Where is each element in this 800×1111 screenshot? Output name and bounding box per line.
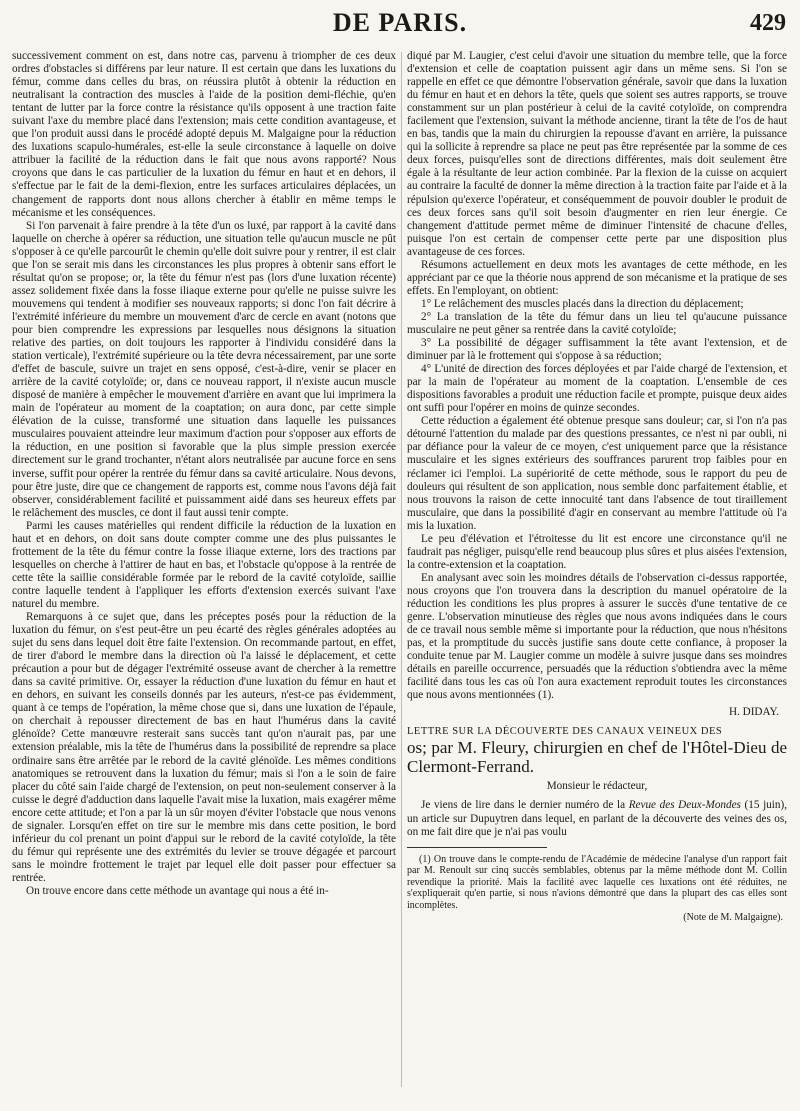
letter-heading-title: os; par M. Fleury, chirurgien en chef de l'Hôtel-Dieu de Clermont-Ferrand. [407, 738, 787, 777]
running-title: DE PARIS. [332, 8, 468, 37]
paragraph: successivement comment on est, dans notre cas, parvenu à triompher de ces deux ordres d'obstacles si différens par leur nature. Il est certain que dans les luxations du fémur, comme dans celles du bras, on réussira plutôt à obtenir la réduction en neutralisant la contraction des muscles à l'aide de la position demi-fléchie, qu'en tentant de lutter par la force contre la résistance qu'ils opposent à une traction faite suivant l'axe du membre placé dans l'extension; mais cette condition avantageuse, et que l'on produit aussi dans le procédé adopté depuis M. Malgaigne pour la réduction des luxations scapulo-humérales, est-elle la seule circonstance à laquelle on doive attribuer la facilité de la réduction dans le fait que nous avons rapporté? Nous croyons que dans le cas particulier de la luxation du fémur en haut et en dehors, il s'effectue par le fait de la demi-flexion, entre les surfaces articulaires déplacées, un changement de rapports dont nous allons chercher à établir en même temps le mécanisme et les conséquences. [12, 50, 396, 219]
salutation: Monsieur le rédacteur, [546, 780, 648, 793]
list-item: 2° La translation de la tête du fémur dans un lieu tel qu'aucune puissance musculaire ne peut gêner sa rentrée dans la cavité cotyloïde; [407, 310, 787, 336]
paragraph: Parmi les causes matérielles qui rendent difficile la réduction de la luxation en haut et en dehors, on doit sans doute compter comme une des plus puissantes le frottement de la tête du fémur contre la fosse iliaque externe, lors des tractions par lesquelles on cherche à l'attirer de haut en bas, et l'obstacle qu'oppose à la rentrée de cette tête la saillie considérable formée par le rebord de la cavité cotyloïde, saillie contre laquelle tendent à l'appliquer les efforts d'extension exercés suivant l'axe naturel du membre. [12, 519, 396, 610]
footnote [407, 854, 787, 924]
letter-text: Je viens de lire dans le dernier numéro de la [421, 799, 629, 812]
list-item: 1° Le relâchement des muscles placés dans la direction du déplacement; [421, 297, 744, 310]
paragraph: Remarquons à ce sujet que, dans les préceptes posés pour la réduction de la luxation du fémur, on s'est peut-être un peu écarté des règles générales adoptées au sujet du sens dans lequel doit être faite l'extension. On recommande partout, en effet, de tirer d'abord le membre dans la direction où l'a laissé le déplacement, et cette précaution a pour but de dégager l'extrémité osseuse avant de chercher à la remettre dans sa cavité primitive. Or, essayer la réduction d'une luxation du fémur en haut et en dehors, en suivant les conseils donnés par les auteurs, n'est-ce pas évidemment, quant à ce temps de l'opération, la même chose que si, dans une luxation de l'épaule, on cherchait à repousser directement de bas en haut l'humérus dans la cavité glénoïde? Cette manœuvre resterait sans succès tant qu'on n'aurait pas, par une extension préalable, mis la tête de l'humérus dans la possibilité de reprendre sa place ordinaire sans être arrêtée par le rebord de la cavité glénoïde. Les mêmes conditions anatomiques se retrouvent dans la luxation du fémur; mais si l'on a le soin de faire placer du côté sain l'aide chargé de l'extension, on peut non-seulement conserver à la cuisse le degré d'adduction dans laquelle l'avait mise la luxation, mais exagérer même encore cette attitude; et l'on a par là un sûr moyen d'éviter l'obstacle que nous venons de signaler. Lorsqu'en effet on tire sur le membre mis dans cette position, le bord inférieur du col prenant un point d'appui sur le rebord de la cavité cotyloïde, la tête du fémur qui représente une des extrémités du levier se trouve dégagée et parcourt sans le moindre frottement le trajet par lequel elle doit passer pour effectuer sa rentrée. [12, 611, 396, 884]
author-signature: H. DIDAY. [728, 706, 779, 719]
column-divider [401, 52, 402, 1087]
letter-heading-line: LETTRE SUR LA DÉCOUVERTE DES CANAUX VEINEUX DES [407, 726, 723, 738]
list-item: 3° La possibilité de dégager suffisamment la tête avant l'extension, et de diminuer par là le frottement qui s'oppose à sa réduction; [407, 337, 787, 363]
letter-text: (15 juin), un article sur Dupuytren dans lequel, en parlant de la découverte des veines des os, on me fait dire que je n'ai pas voulu [407, 799, 788, 838]
paragraph: Cette réduction a également été obtenue presque sans douleur; car, si l'on n'a pas détourné l'attention du malade par des questions pressantes, ce n'est ni par oubli, ni par défiance pour la valeur de ce moyen, c'est uniquement parce que la résistance musculaire et les signes extérieurs des souffrances parurent trop faibles pour en réclamer ici l'emploi. La supériorité de cette méthode, sous le rapport du peu de douleurs qui résultent de son application, nous semble donc parfaitement établie, et nous trouvons la raison de cette innocuité tant dans l'absence de tout tiraillement musculaire, que dans la possibilité d'agir en conservant au membre l'attitude où l'a mis la luxation. [407, 415, 787, 532]
page-header [0, 8, 800, 44]
page-number: 429 [750, 10, 786, 36]
left-column [12, 50, 396, 898]
paragraph: Résumons actuellement en deux mots les avantages de cette méthode, en les appréciant par ce que la théorie nous apprend de son mécanisme et la pratique de ses effets. En l'employant, on obtient: [407, 258, 787, 297]
footnote-signature: (Note de M. Malgaigne). [683, 911, 783, 923]
list-item: 4° L'unité de direction des forces déployées et par l'aide chargé de l'extension, et par la main de l'opérateur au moment de la coaptation. L'ensemble de ces dispositions favorables a produit une réduction facile et prompte, puisque deux aides ont suffi pour l'opérer en moins de quinze secondes. [407, 363, 787, 415]
paragraph: diqué par M. Laugier, c'est celui d'avoir une situation du membre telle, que la force d'extension et celle de coaptation puissent agir dans un même sens. Si l'on se rappelle en effet ce que démontre l'observation générale, savoir que dans la luxation du fémur en haut et en dehors la tête, quels que soient ses autres rapports, se trouve constamment sur un plan postérieur à celui de la cavité cotyloïde, on comprendra facilement que l'extension, suivant la méthode ancienne, tirant la tête de l'os de haut en bas, tandis que la main du chirurgien la repousse d'avant en arrière, la puissance qui la sollicite à reprendre sa place ne peut pas être représentée par la somme de ces deux forces, puisqu'elles sont de directions différentes, mais doit seulement être égale à la résultante de leur action combinée. Par la flexion de la cuisse on acquiert au contraire la faculté de donner la même direction à la traction faite par l'aide et à la répulsion qu'exerce l'opérateur, et conséquemment de pouvoir doubler le produit de ces deux forces sans qu'il soit besoin d'augmenter en rien leur énergie. Ce changement d'attitude permet même de diminuer l'intensité de chacune d'elles, puisque l'on est certain de compenser cette perte par une disposition plus avantageuse de ces forces. [407, 50, 787, 258]
letter-paragraph [407, 799, 787, 838]
paragraph: En analysant avec soin les moindres détails de l'observation ci-dessus rapportée, nous croyons que l'on trouvera dans la description du manuel opératoire de la réduction les conditions les plus propres à assurer le succès d'une tentative de ce genre. L'observation minutieuse des règles que nous avons indiquées dans le cours de ce travail nous semble même si importante pour la réduction, que nous n'hésitons pas, et la promptitude du succès justifie sans doute cette confiance, à proposer la conduite tenue par M. Laugier comme un modèle à suivre jusque dans ses moindres détails en pareille occurrence, persuadés que la réduction s'obtiendra avec la même facilité dans tous les cas où l'on aura exactement reproduit toutes les circonstances que nous avons mentionnées (1). [407, 571, 787, 702]
footnote-divider [407, 847, 547, 848]
journal-title: Revue des Deux-Mondes [628, 799, 741, 812]
paragraph: On trouve encore dans cette méthode un avantage qui nous a été in- [26, 885, 329, 897]
paragraph: Si l'on parvenait à faire prendre à la tête d'un os luxé, par rapport à la cavité dans laquelle on cherche à opérer sa réduction, une situation telle qu'aucun muscle ne pût s'opposer à ce qu'elle parcourût le chemin qu'elle doit suivre pour y rentrer, il est clair que l'on se serait mis dans les circonstances les plus propres à obtenir sans effort le résultat qu'on se propose; or, la tête du fémur n'est pas (lors d'une luxation récente) assez solidement fixée dans la fosse iliaque externe pour qu'elle ne puisse suivre les mouvemens qui tendent à modifier ses nouveaux rapports; si donc l'on fait décrire à l'extrémité inférieure du membre un mouvement d'arc de cercle en avant (notons que pour bien comprendre les expressions par lesquelles nous désignons la situation relative des parties, on doit toujours les rapporter à l'individu considéré dans la station verticale), l'extrémité supérieure ou la tête devra nécessairement, par une sorte d'effet de bascule, suivre un trajet en sens opposé, c'est-à-dire, venir se placer en arrière de la cavité cotyloïde; or, dans ce nouveau rapport, il n'existe aucun muscle disposé de manière à empêcher le mouvement d'arrière en avant que lui imprimera la main de l'opérateur au moment de la coaptation; on aura donc, par cette simple élévation de la cuisse, transformé une situation dans laquelle les puissances musculaires pouvaient atteindre leur maximum d'action pour s'opposer aux efforts de la réduction, en une position si favorable que la plus simple pression exercée directement sur le grand trochanter, n'étant alors neutralisée par aucune force en sens inverse, suffit pour opérer la rentrée du fémur dans sa cavité articulaire. Nous devons, pour être juste, dire que ce changement de rapports est, comme nous l'avons déjà fait observer, considérablement facilité et puissamment aidé dans ses heureux effets par le relâchement des muscles, ce dont il faut aussi tenir compte. [12, 219, 396, 519]
paragraph: Le peu d'élévation et l'étroitesse du lit est encore une circonstance qu'il ne faudrait pas négliger, puisqu'elle rend beaucoup plus sûres et plus aisées l'extension, la contre-extension et la coaptation. [407, 532, 787, 571]
letter-heading [407, 725, 787, 776]
right-column [407, 50, 787, 923]
footnote-text: (1) On trouve dans le compte-rendu de l'Académie de médecine l'analyse d'un rapport fait par M. Renoult sur cinq succès semblables, obtenus par la même méthode dont M. Collin revendique la priorité. Mais la facilité avec laquelle ces luxations ont été réduites, ne s'expliquerait qu'en partie, si nous n'avions démontré que dans la plupart des cas elles sont incomplètes. [407, 853, 787, 911]
